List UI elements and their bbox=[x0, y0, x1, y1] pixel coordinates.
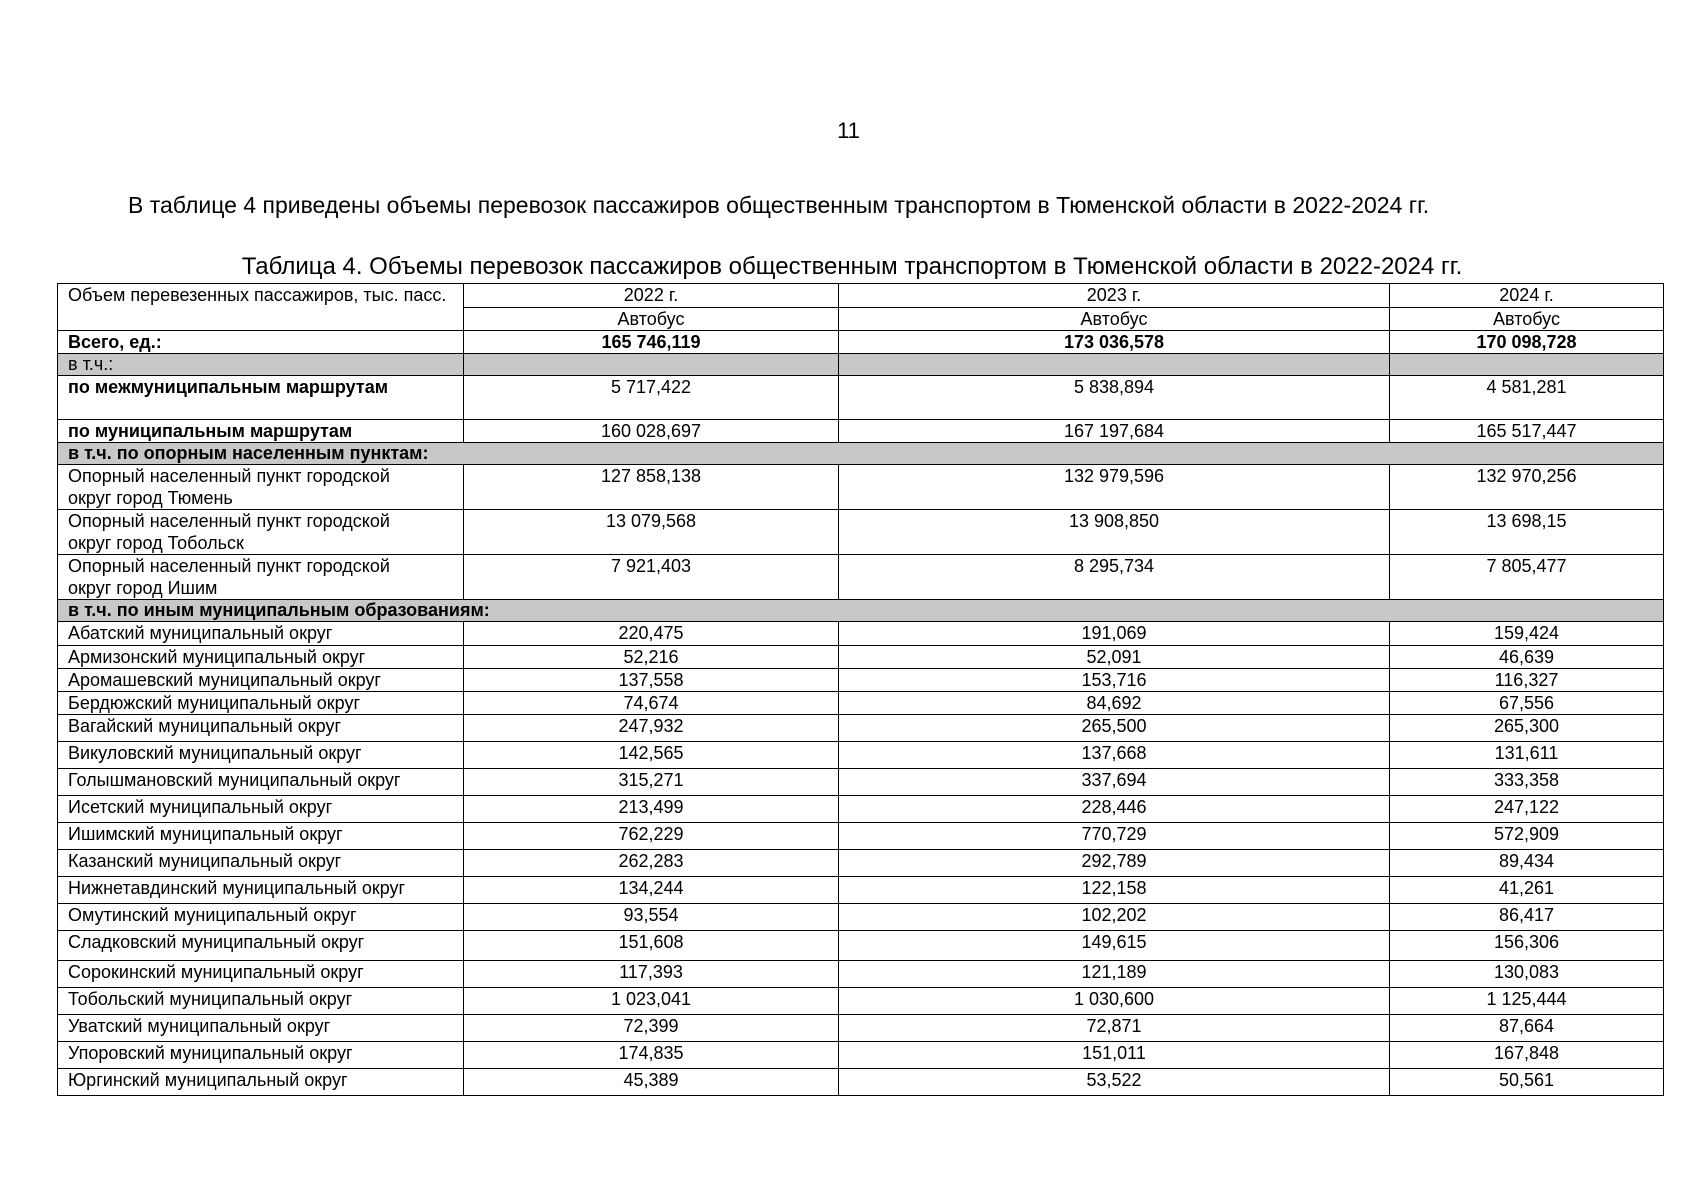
district-name: Уватский муниципальный округ bbox=[58, 1015, 464, 1042]
support-2023: 13 908,850 bbox=[839, 510, 1390, 555]
district-name: Голышмановский муниципальный округ bbox=[58, 769, 464, 796]
district-2022: 137,558 bbox=[464, 669, 839, 692]
district-2022: 74,674 bbox=[464, 692, 839, 715]
district-row bbox=[58, 931, 1664, 961]
district-name: Сладковский муниципальный округ bbox=[58, 931, 464, 961]
intro-paragraph: В таблице 4 приведены объемы перевозок пассажиров общественным транспортом в Тюменской области в 2022-2024 гг. bbox=[128, 192, 1430, 218]
support-label-line2: округ город Ишим bbox=[68, 578, 218, 598]
district-2024: 89,434 bbox=[1390, 850, 1664, 877]
district-2022: 93,554 bbox=[464, 904, 839, 931]
district-2024: 87,664 bbox=[1390, 1015, 1664, 1042]
district-2023: 265,500 bbox=[839, 715, 1390, 742]
district-2022: 1 023,041 bbox=[464, 988, 839, 1015]
header-label-cell bbox=[58, 284, 464, 331]
district-name: Викуловский муниципальный округ bbox=[58, 742, 464, 769]
district-2023: 52,091 bbox=[839, 646, 1390, 669]
year-2024-header: 2024 г. bbox=[1390, 284, 1664, 308]
district-row bbox=[58, 622, 1664, 646]
district-2023: 1 030,600 bbox=[839, 988, 1390, 1015]
district-row bbox=[58, 877, 1664, 904]
district-2023: 84,692 bbox=[839, 692, 1390, 715]
support-label-cell bbox=[58, 465, 464, 510]
support-label-line1: Опорный населенный пункт городской bbox=[68, 466, 390, 486]
support-section-label: в т.ч. по опорным населенным пунктам: bbox=[58, 443, 1664, 465]
district-2023: 151,011 bbox=[839, 1042, 1390, 1069]
district-2023: 72,871 bbox=[839, 1015, 1390, 1042]
municipal-2024: 165 517,447 bbox=[1390, 420, 1664, 443]
incl-empty-2022 bbox=[464, 354, 839, 376]
support-2022: 13 079,568 bbox=[464, 510, 839, 555]
district-2024: 46,639 bbox=[1390, 646, 1664, 669]
district-2024: 265,300 bbox=[1390, 715, 1664, 742]
total-row bbox=[58, 331, 1664, 354]
support-2023: 132 979,596 bbox=[839, 465, 1390, 510]
district-row bbox=[58, 823, 1664, 850]
district-2024: 50,561 bbox=[1390, 1069, 1664, 1096]
district-2024: 131,611 bbox=[1390, 742, 1664, 769]
intermunicipal-2023: 5 838,894 bbox=[839, 376, 1390, 420]
district-row bbox=[58, 692, 1664, 715]
district-2022: 151,608 bbox=[464, 931, 839, 961]
district-row bbox=[58, 769, 1664, 796]
district-row bbox=[58, 1015, 1664, 1042]
incl-empty-2024 bbox=[1390, 354, 1664, 376]
support-2023: 8 295,734 bbox=[839, 555, 1390, 600]
district-name: Вагайский муниципальный округ bbox=[58, 715, 464, 742]
district-2023: 149,615 bbox=[839, 931, 1390, 961]
district-name: Ишимский муниципальный округ bbox=[58, 823, 464, 850]
transport-2024-header: Автобус bbox=[1390, 308, 1664, 331]
total-label: Всего, ед.: bbox=[58, 331, 464, 354]
intermunicipal-row bbox=[58, 376, 1664, 420]
support-label-line1: Опорный населенный пункт городской bbox=[68, 556, 390, 576]
header-label: Объем перевезенных пассажиров, тыс. пасс. bbox=[68, 285, 447, 305]
district-2024: 86,417 bbox=[1390, 904, 1664, 931]
support-label-cell bbox=[58, 555, 464, 600]
support-2022: 127 858,138 bbox=[464, 465, 839, 510]
district-2022: 213,499 bbox=[464, 796, 839, 823]
district-2024: 159,424 bbox=[1390, 622, 1664, 646]
page-number: 11 bbox=[837, 118, 860, 143]
district-row bbox=[58, 646, 1664, 669]
support-row bbox=[58, 465, 1664, 510]
intermunicipal-label: по межмуниципальным маршрутам bbox=[58, 376, 464, 420]
district-2024: 167,848 bbox=[1390, 1042, 1664, 1069]
district-2022: 174,835 bbox=[464, 1042, 839, 1069]
district-2022: 262,283 bbox=[464, 850, 839, 877]
district-2023: 770,729 bbox=[839, 823, 1390, 850]
district-2023: 137,668 bbox=[839, 742, 1390, 769]
intermunicipal-2024: 4 581,281 bbox=[1390, 376, 1664, 420]
total-2022: 165 746,119 bbox=[464, 331, 839, 354]
table-caption: Таблица 4. Объемы перевозок пассажиров общественным транспортом в Тюменской области в 2022-2024 гг. bbox=[241, 253, 1463, 280]
district-2023: 292,789 bbox=[839, 850, 1390, 877]
district-2023: 102,202 bbox=[839, 904, 1390, 931]
municipal-row bbox=[58, 420, 1664, 443]
district-2023: 53,522 bbox=[839, 1069, 1390, 1096]
district-name: Аромашевский муниципальный округ bbox=[58, 669, 464, 692]
district-2022: 72,399 bbox=[464, 1015, 839, 1042]
district-2022: 220,475 bbox=[464, 622, 839, 646]
transport-2023-header: Автобус bbox=[839, 308, 1390, 331]
support-2024: 7 805,477 bbox=[1390, 555, 1664, 600]
district-name: Казанский муниципальный округ bbox=[58, 850, 464, 877]
district-2024: 156,306 bbox=[1390, 931, 1664, 961]
other-section-label: в т.ч. по иным муниципальным образованиям: bbox=[58, 600, 1664, 622]
municipal-2022: 160 028,697 bbox=[464, 420, 839, 443]
district-name: Исетский муниципальный округ bbox=[58, 796, 464, 823]
district-name: Армизонский муниципальный округ bbox=[58, 646, 464, 669]
district-2024: 41,261 bbox=[1390, 877, 1664, 904]
district-name: Упоровский муниципальный округ bbox=[58, 1042, 464, 1069]
support-label-line2: округ город Тюмень bbox=[68, 488, 233, 508]
district-row bbox=[58, 1069, 1664, 1096]
district-row bbox=[58, 742, 1664, 769]
district-2023: 122,158 bbox=[839, 877, 1390, 904]
district-name: Абатский муниципальный округ bbox=[58, 622, 464, 646]
district-name: Сорокинский муниципальный округ bbox=[58, 961, 464, 988]
district-2024: 67,556 bbox=[1390, 692, 1664, 715]
district-2023: 337,694 bbox=[839, 769, 1390, 796]
support-2024: 13 698,15 bbox=[1390, 510, 1664, 555]
district-2022: 315,271 bbox=[464, 769, 839, 796]
district-row bbox=[58, 796, 1664, 823]
district-2022: 52,216 bbox=[464, 646, 839, 669]
district-name: Бердюжский муниципальный округ bbox=[58, 692, 464, 715]
year-2022-header: 2022 г. bbox=[464, 284, 839, 308]
support-section-row bbox=[58, 443, 1664, 465]
support-label-line2: округ город Тобольск bbox=[68, 533, 244, 553]
district-2022: 134,244 bbox=[464, 877, 839, 904]
support-row bbox=[58, 510, 1664, 555]
support-row bbox=[58, 555, 1664, 600]
district-2024: 1 125,444 bbox=[1390, 988, 1664, 1015]
district-row bbox=[58, 850, 1664, 877]
support-label-cell bbox=[58, 510, 464, 555]
incl-empty-2023 bbox=[839, 354, 1390, 376]
district-row bbox=[58, 961, 1664, 988]
district-name: Юргинский муниципальный округ bbox=[58, 1069, 464, 1096]
support-2024: 132 970,256 bbox=[1390, 465, 1664, 510]
support-label-line1: Опорный населенный пункт городской bbox=[68, 511, 390, 531]
total-2023: 173 036,578 bbox=[839, 331, 1390, 354]
district-2022: 142,565 bbox=[464, 742, 839, 769]
other-section-row bbox=[58, 600, 1664, 622]
district-2024: 247,122 bbox=[1390, 796, 1664, 823]
district-row bbox=[58, 1042, 1664, 1069]
district-name: Нижнетавдинский муниципальный округ bbox=[58, 877, 464, 904]
district-row bbox=[58, 715, 1664, 742]
passenger-volume-table bbox=[57, 283, 1664, 1096]
district-2022: 762,229 bbox=[464, 823, 839, 850]
district-name: Омутинский муниципальный округ bbox=[58, 904, 464, 931]
district-2022: 45,389 bbox=[464, 1069, 839, 1096]
district-2022: 247,932 bbox=[464, 715, 839, 742]
district-2023: 191,069 bbox=[839, 622, 1390, 646]
district-2024: 116,327 bbox=[1390, 669, 1664, 692]
district-2024: 333,358 bbox=[1390, 769, 1664, 796]
municipal-2023: 167 197,684 bbox=[839, 420, 1390, 443]
year-2023-header: 2023 г. bbox=[839, 284, 1390, 308]
district-2024: 130,083 bbox=[1390, 961, 1664, 988]
district-2023: 121,189 bbox=[839, 961, 1390, 988]
district-row bbox=[58, 988, 1664, 1015]
district-2022: 117,393 bbox=[464, 961, 839, 988]
district-2023: 228,446 bbox=[839, 796, 1390, 823]
incl-label: в т.ч.: bbox=[58, 354, 464, 376]
district-row bbox=[58, 669, 1664, 692]
municipal-label: по муниципальным маршрутам bbox=[58, 420, 464, 443]
intermunicipal-2022: 5 717,422 bbox=[464, 376, 839, 420]
incl-row bbox=[58, 354, 1664, 376]
transport-2022-header: Автобус bbox=[464, 308, 839, 331]
district-name: Тобольский муниципальный округ bbox=[58, 988, 464, 1015]
support-2022: 7 921,403 bbox=[464, 555, 839, 600]
district-2024: 572,909 bbox=[1390, 823, 1664, 850]
district-2023: 153,716 bbox=[839, 669, 1390, 692]
district-row bbox=[58, 904, 1664, 931]
total-2024: 170 098,728 bbox=[1390, 331, 1664, 354]
